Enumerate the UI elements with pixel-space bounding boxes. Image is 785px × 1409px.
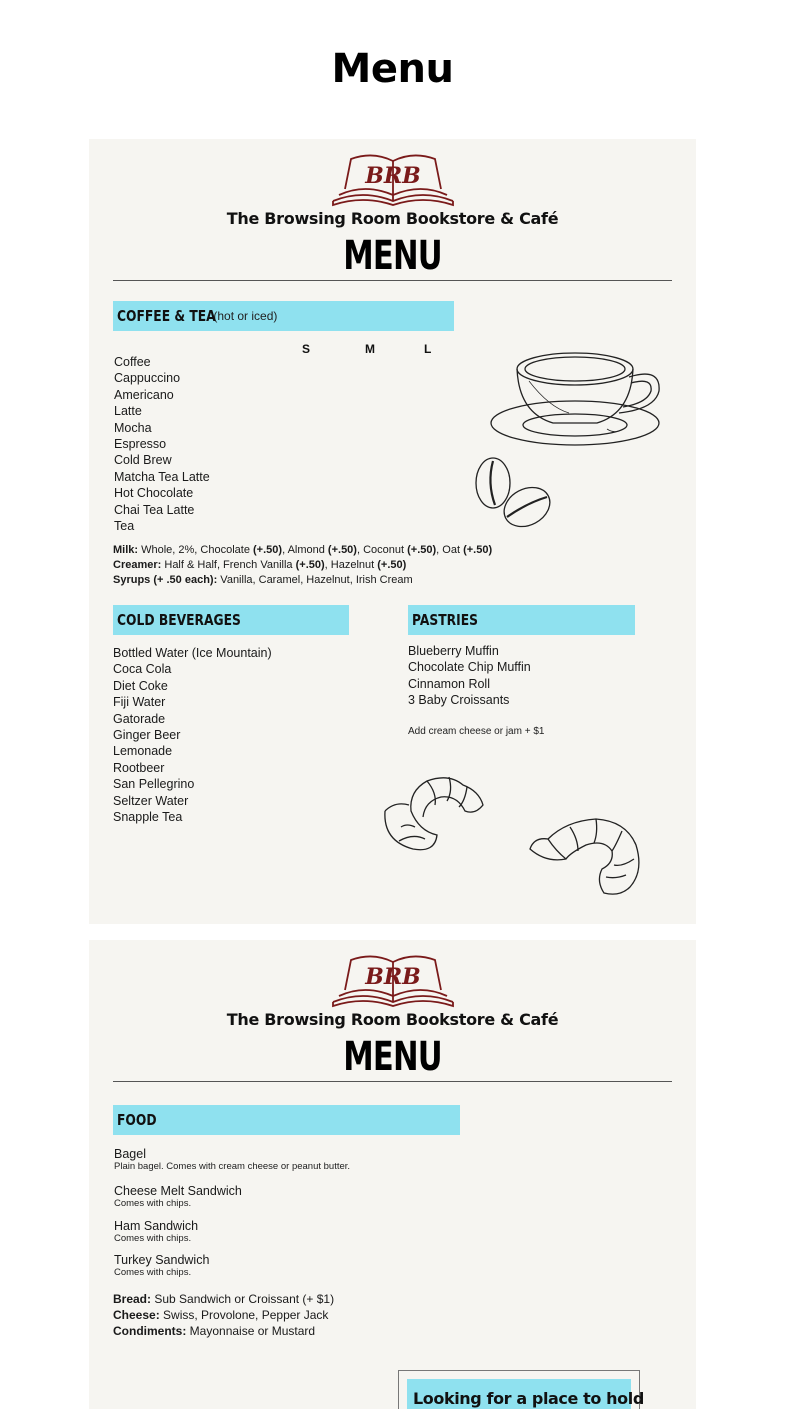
list-item: Cappuccino [114,371,181,386]
list-item: Bottled Water (Ice Mountain) [113,646,272,660]
page-title: Menu [331,46,454,92]
coffee-cup-icon [489,347,665,451]
food-header [113,1105,460,1135]
cold-beverages-header [113,605,349,635]
condiment-options: Condiments: Mayonnaise or Mustard [113,1324,316,1338]
list-item: Gatorade [113,711,166,726]
list-item: Chocolate Chip Muffin [408,660,531,675]
bread-options: Bread: Sub Sandwich or Croissant (+ $1) [113,1292,335,1306]
list-item: Diet Coke [113,678,168,693]
brb-logo-icon [329,950,457,1008]
menu-heading: MENU [343,1034,442,1080]
pastries-title: PASTRIES [412,611,478,629]
size-large-label: L [424,342,432,356]
list-item: Coffee [114,355,151,369]
creamer-options: Creamer: Half & Half, French Vanilla (+.50), Hazelnut (+.50) [113,559,407,571]
food-item-ham: Ham Sandwich Comes with chips. [114,1219,199,1244]
list-item: Americano [114,387,174,402]
croissant-icon [379,771,487,853]
coffee-tea-title: COFFEE & TEA [117,307,216,325]
menu-heading: MENU [343,233,442,279]
croissant-icon [526,815,644,897]
list-item: Seltzer Water [113,793,189,808]
list-item: Coca Cola [113,662,172,677]
food-item-bagel: Bagel Plain bagel. Comes with cream cheese or peanut butter. [114,1147,351,1172]
coffee-beans-icon [473,457,555,535]
size-medium-label: M [365,342,375,356]
promo-box [398,1370,644,1409]
list-item: Matcha Tea Latte [114,469,210,484]
food-item-cheese-melt: Cheese Melt Sandwich Comes with chips. [114,1184,242,1209]
coffee-tea-header [113,301,454,331]
list-item: Mocha [114,420,152,435]
syrup-options: Syrups (+ .50 each): Vanilla, Caramel, Hazelnut, Irish Cream [113,574,413,586]
cold-beverages-title: COLD BEVERAGES [117,611,241,629]
logo-text: BRB [365,964,421,990]
list-item: San Pellegrino [113,777,195,792]
list-item: Hot Chocolate [114,486,194,501]
logo-text: BRB [365,163,421,189]
list-item: Lemonade [113,744,173,759]
cold-beverages-list [113,645,272,825]
pastries-list [408,643,531,709]
list-item: Blueberry Muffin [408,644,499,658]
promo-text: Looking for a place to hold [407,1379,631,1409]
divider [113,1081,672,1082]
list-item: Ginger Beer [113,728,181,743]
list-item: 3 Baby Croissants [408,693,510,708]
cheese-options: Cheese: Swiss, Provolone, Pepper Jack [113,1308,329,1322]
list-item: Latte [114,404,142,419]
coffee-tea-note: (hot or iced) [213,309,278,323]
pastries-note: Add cream cheese or jam + $1 [408,726,545,737]
store-name: The Browsing Room Bookstore & Café [226,1010,559,1029]
food-item-turkey: Turkey Sandwich Comes with chips. [114,1253,210,1278]
list-item: Chai Tea Latte [114,502,195,517]
milk-options: Milk: Whole, 2%, Chocolate (+.50), Almond (+.50), Coconut (+.50), Oat (+.50) [113,544,493,556]
food-title: FOOD [117,1111,157,1129]
pastries-header [408,605,635,635]
list-item: Snapple Tea [113,810,183,825]
menu-card-drinks-pastries [89,139,696,924]
coffee-tea-list [114,354,210,534]
list-item: Tea [114,519,135,534]
list-item: Cinnamon Roll [408,676,490,691]
brb-logo-icon [329,149,457,207]
size-small-label: S [302,342,311,356]
store-name: The Browsing Room Bookstore & Café [226,209,559,228]
divider [113,280,672,281]
list-item: Cold Brew [114,453,172,468]
list-item: Rootbeer [113,760,165,775]
list-item: Espresso [114,437,167,452]
menu-card-food [89,940,696,1409]
list-item: Fiji Water [113,695,166,710]
